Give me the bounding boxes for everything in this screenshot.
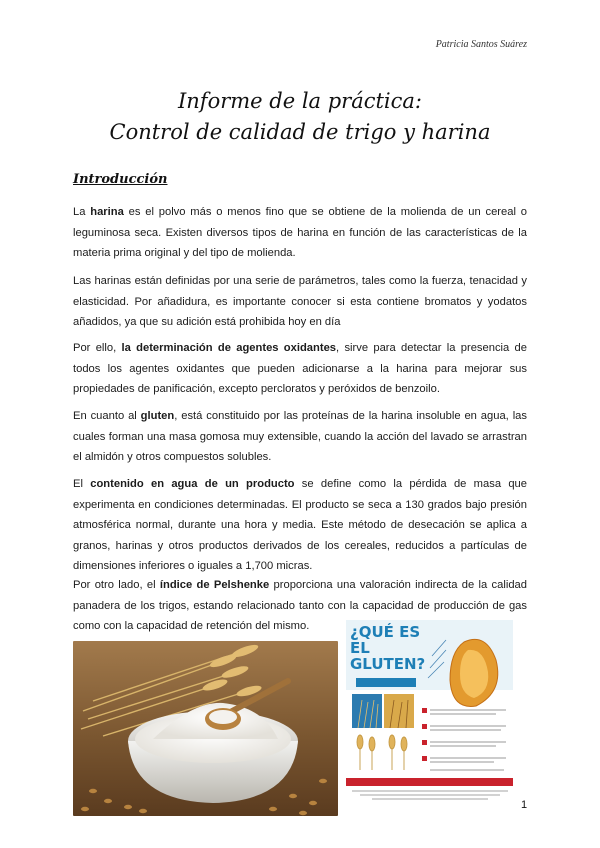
paragraph-text: La (73, 206, 91, 218)
title-line-1: Informe de la práctica: (177, 89, 423, 113)
paragraph-oxidantes (73, 338, 527, 400)
bold-term: harina (90, 206, 124, 218)
infographic-title: ¿QUÉ ES EL GLUTEN? (350, 623, 426, 673)
bold-term: gluten (140, 410, 175, 422)
page-number: 1 (521, 799, 528, 811)
paragraph-text: En cuanto al (73, 410, 141, 422)
infographic-fine-print (352, 789, 508, 805)
paragraph-harina (73, 202, 527, 264)
bold-term: índice de Pelshenke (159, 579, 270, 591)
paragraph-text: proporciona una valoración indirecta de la calidad panadera de los trigos, estando relacionado tanto con la capacidad de producción de gas como con la capacidad de retención del mismo. (73, 579, 527, 632)
title-line-2: Control de calidad de trigo y harina (109, 120, 491, 144)
section-heading: Introducción (73, 172, 168, 187)
bold-term: la determinación de agentes oxidantes (121, 342, 337, 354)
paragraph-text: es el polvo más o menos fino que se obtiene de la molienda de un cereal o leguminosa seca. Existen diversos tipos de harina en función de las características de la materia prima original y del tipo de molienda. (73, 206, 527, 259)
paragraph-text: Por otro lado, el (73, 579, 160, 591)
paragraph-text: Las harinas están definidas por una serie de parámetros, tales como la fuerza, tenacidad y elasticidad. Por añadidura, es importante conocer si esta contiene bromatos y yodatos añadidos, ya que su adición está prohibida hoy en día (73, 275, 527, 328)
paragraph-text: El (73, 478, 91, 490)
paragraph-text: , está constituido por las proteínas de la harina insoluble en agua, las cuales forman una masa gomosa muy extensible, cuando la acción del lavado se arrastran el almidón y otros compuestos solubles. (73, 410, 527, 463)
paragraph-gluten (73, 406, 527, 468)
bold-term: contenido en agua de un producto (90, 478, 295, 490)
gluten-infographic (346, 620, 513, 810)
paragraph-text: Por ello, (73, 342, 122, 354)
flour-wheat-photo (73, 641, 338, 816)
document-title (0, 86, 600, 148)
paragraph-text: , sirve para detectar la presencia de todos los agentes oxidantes que pueden adicionarse a la harina para mejorar sus propiedades de panificación, excepto percloratos y peróxidos de benzoilo. (73, 342, 527, 395)
paragraph-parametros (73, 271, 527, 333)
author-name: Patricia Santos Suárez (435, 39, 527, 50)
infographic-footer-bar (346, 778, 513, 786)
paragraph-text: se define como la pérdida de masa que experimenta en condiciones determinadas. El producto se seca a 130 grados bajo presión atmosférica normal, durante una hora y media. Este método de desecación se aplica a granos, harinas y otros productos derivados de los cereales, reducidos a partículas de dimensiones inferiores o iguales a 1,700 micras. (73, 478, 527, 572)
paragraph-contenido-agua (73, 474, 527, 577)
flour-photo-illustration (73, 641, 338, 816)
